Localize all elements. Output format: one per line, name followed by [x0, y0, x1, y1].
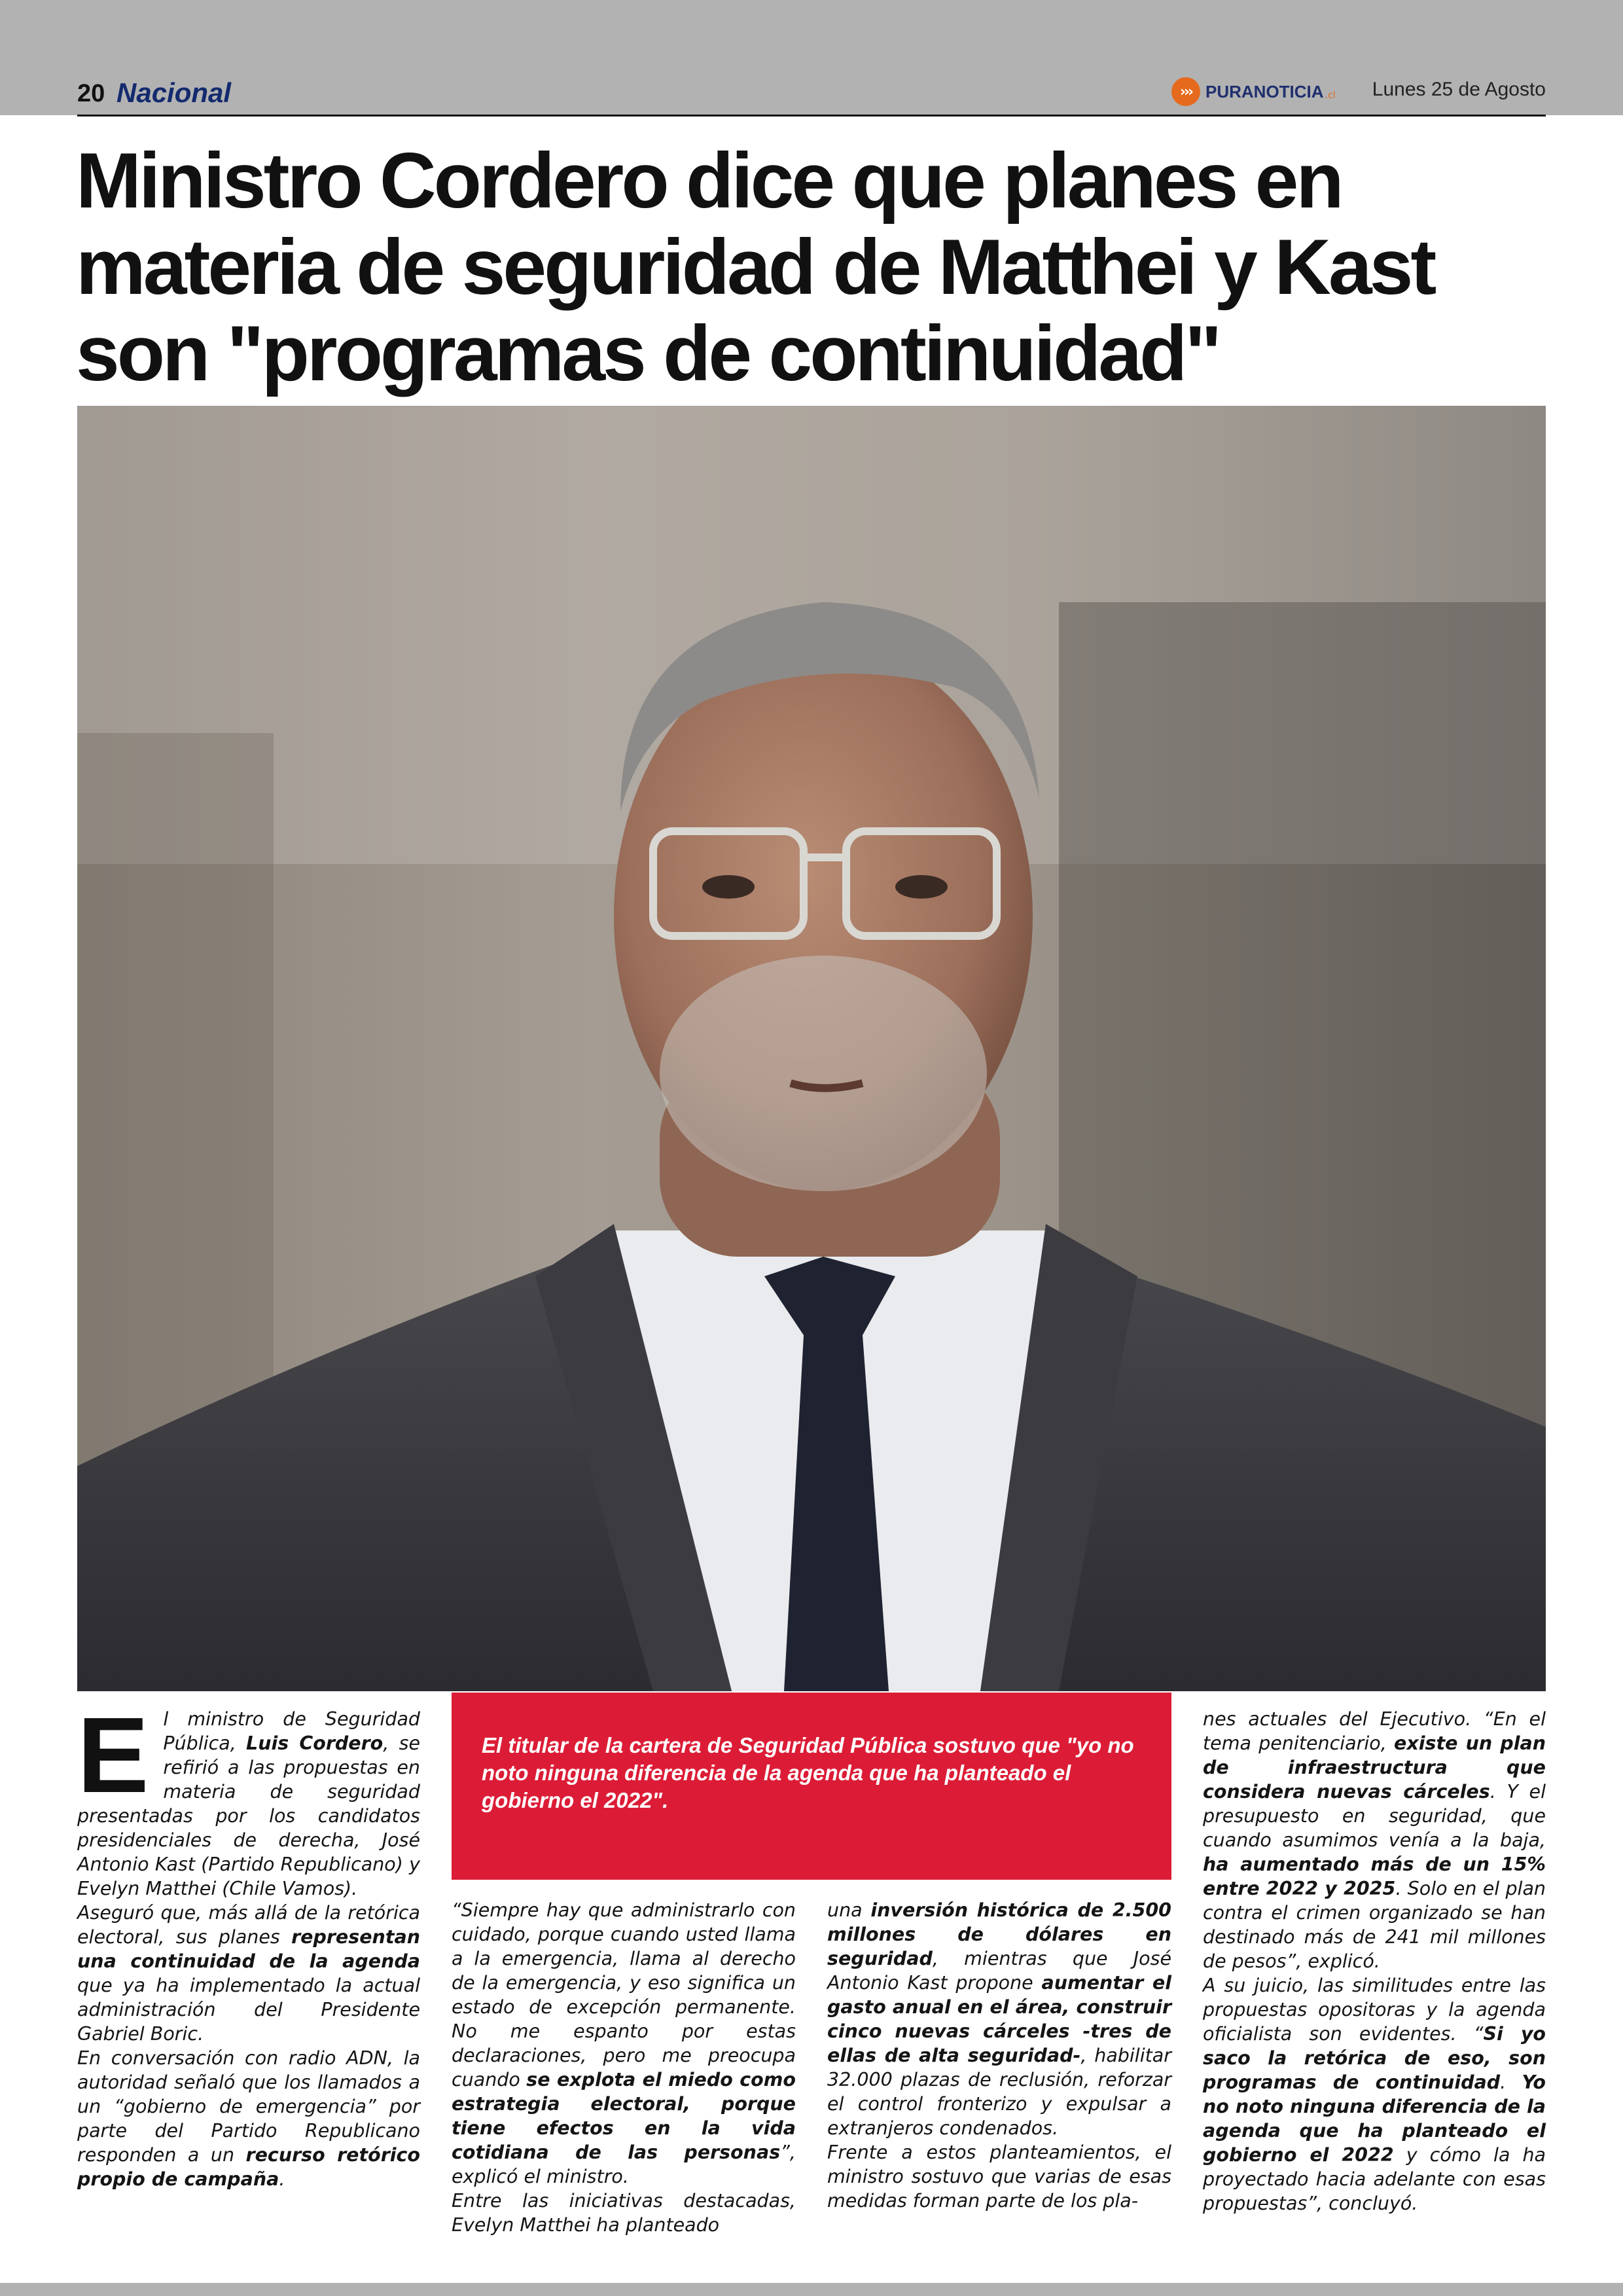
headline: Ministro Cordero dice que planes en materia de seguridad de Matthei y Kast son "programas de continuidad" — [76, 137, 1435, 397]
paragraph: l ministro de Seguridad Pública, Luis Cordero, se refirió a las propuestas en materia de seguridad presentadas por los candidatos presidenciales de derecha, José Antonio Kast (Partido Republicano) y Evelyn Matthei (Chile Vamos). — [77, 1708, 420, 1899]
paragraph: A su juicio, las similitudes entre las propuestas opositoras y la agenda oficialista son evidentes. “Si yo saco la retórica de eso, son programas de continuidad. Yo no noto ninguna diferencia de la agenda que ha planteado el gobierno el 2022 y cómo la ha proyectado hacia adelante con esas propuestas”, concluyó. — [1203, 1975, 1546, 2214]
paragraph: Aseguró que, más allá de la retórica electoral, sus planes representan una continuidad de la agenda que ya ha implementado la actual administración del Presidente Gabriel Boric. — [77, 1902, 420, 2045]
header-rule — [77, 115, 1546, 117]
chevrons-right-icon: ››› — [1171, 77, 1200, 106]
paragraph: nes actuales del Ejecutivo. “En el tema penitenciario, existe un plan de infraestructura que considera nuevas cárceles. Y el presupuesto en seguridad, que cuando asumimos venía a la baja, ha aumentado más de un 15% entre 2022 y 2025. Solo en el plan contra el crimen organizado se han destinado más de 241 mil millones de pesos”, explicó. — [1203, 1708, 1546, 1972]
section-name: Nacional — [116, 77, 232, 108]
text-column-4 — [1203, 1707, 1546, 2215]
brand-name: PURANOTICIA — [1205, 81, 1324, 101]
text-column-2 — [452, 1898, 796, 2237]
paragraph: En conversación con radio ADN, la autoridad señaló que los llamados a un “gobierno de emergencia” por parte del Partido Republicano responden a un recurso retórico propio de campaña. — [77, 2047, 420, 2190]
issue-date: Lunes 25 de Agosto — [1372, 79, 1546, 100]
paragraph: Entre las iniciativas destacadas, Evelyn Matthei ha planteado — [452, 2190, 796, 2236]
pull-quote — [452, 1693, 1171, 1880]
brand-tld: .cl — [1325, 90, 1336, 101]
article-photo — [77, 406, 1546, 1691]
pull-quote-text: El titular de la cartera de Seguridad Pública sostuvo que "yo no noto ninguna diferencia de la agenda que ha planteado el gobierno el 2022". — [482, 1733, 1134, 1812]
text-column-3 — [827, 1898, 1171, 2213]
paragraph: una inversión histórica de 2.500 millones de dólares en seguridad, mientras que José Antonio Kast propone aumentar el gasto anual en el área, construir cinco nuevas cárceles -tres de ellas de alta seguridad-, habilitar 32.000 plazas de reclusión, reforzar el control fronterizo y expulsar a extranjeros condenados. — [827, 1899, 1171, 2139]
bottom-gray-band — [0, 2283, 1623, 2296]
paragraph: Frente a estos planteamientos, el ministro sostuvo que varias de esas medidas forman parte de los pla- — [827, 2142, 1171, 2212]
brand — [1171, 79, 1336, 105]
drop-cap: E — [77, 1695, 149, 1815]
page-header — [77, 73, 1546, 115]
page-number: 20 — [77, 80, 105, 107]
portrait-illustration — [77, 406, 1546, 1691]
text-column-1 — [77, 1695, 420, 2191]
paragraph: “Siempre hay que administrarlo con cuidado, porque cuando usted llama a la emergencia, llama al derecho de la emergencia, y eso significa un estado de excepción permanente. No me espanto por estas declaraciones, pero me preocupa cuando se explota el miedo como estrategia electoral, porque tiene efectos en la vida cotidiana de las personas”, explicó el ministro. — [452, 1899, 796, 2187]
